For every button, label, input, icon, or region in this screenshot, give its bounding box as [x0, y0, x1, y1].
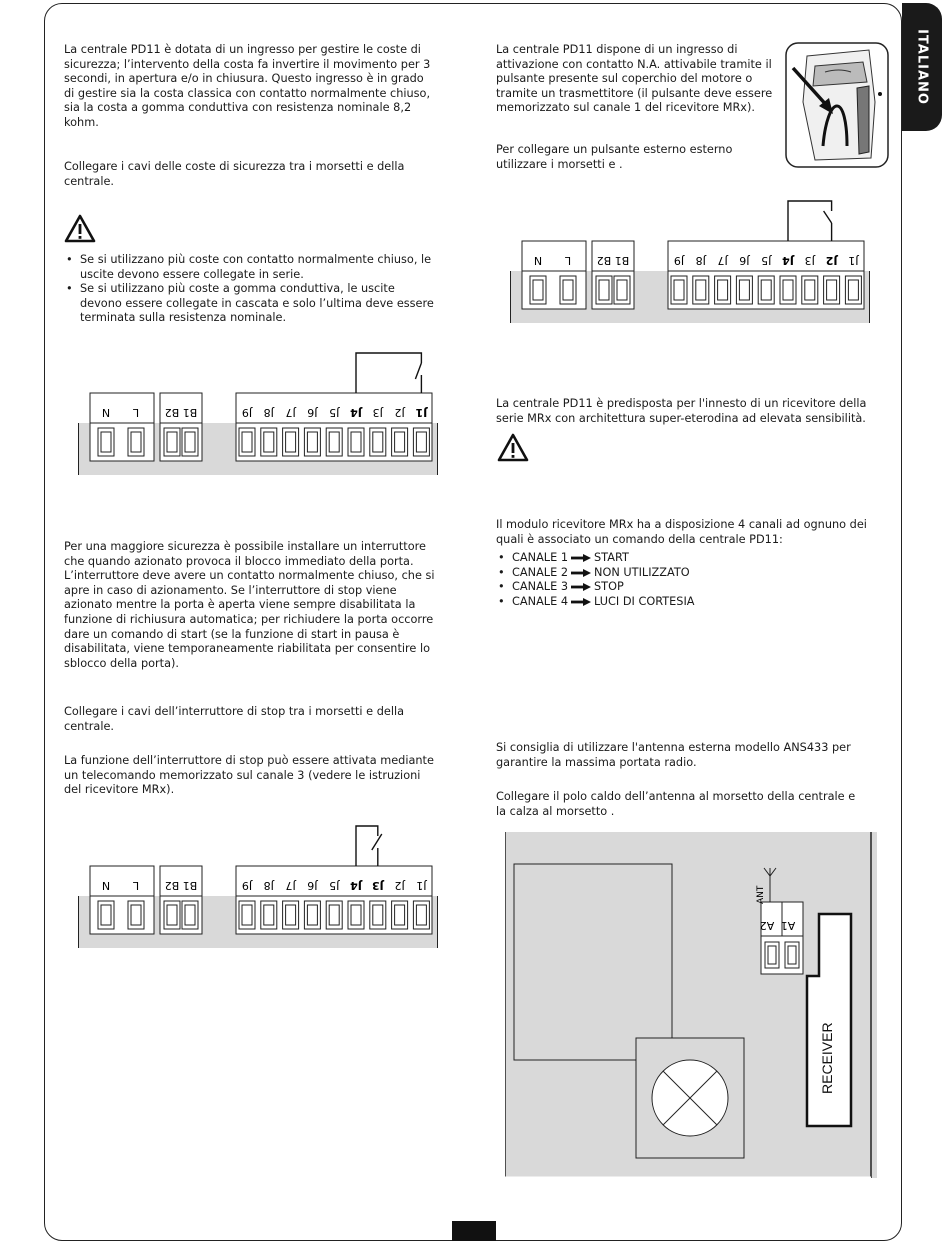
terminal-label: J9 — [241, 879, 253, 892]
terminal-label: J3 — [372, 406, 383, 419]
terminal-label: N — [101, 879, 111, 892]
terminal-label: J3 — [804, 254, 815, 267]
terminal-label: J8 — [263, 406, 274, 419]
edge-connect-text: Collegare i cavi delle coste di sicurezza tra i morsetti e della centrale. — [64, 160, 405, 188]
terminal-label: N — [101, 406, 111, 419]
terminal-label: B1 — [182, 406, 198, 419]
start-intro-text: La centrale PD11 dispone di un ingresso di attivazione con contatto N.A. attivabile tramite il pulsante presente sul coperchio del motore o tramite un trasmettitore (il pulsante deve essere memorizzato sul canale 1 del ricevitore MRx). — [496, 43, 773, 115]
terminal-label: J1 — [416, 879, 427, 892]
start-connect-text: Per collegare un pulsante esterno esterno utilizzare i morsetti e . — [496, 143, 733, 171]
antenna-connect-text: Collegare il polo caldo dell’antenna al morsetto della centrale e la calza al morsetto . — [496, 790, 856, 818]
edge-warnings — [64, 253, 436, 326]
terminal-label: J4 — [350, 406, 362, 419]
page-number-box — [452, 1221, 496, 1241]
channel-command: STOP — [594, 580, 624, 594]
terminal-label: J4 — [782, 254, 794, 267]
receiver-label: RECEIVER — [819, 1022, 835, 1094]
terminal-label: J3 — [371, 879, 384, 892]
language-tab: ITALIANO — [902, 3, 942, 131]
arrow-right-icon — [571, 583, 591, 591]
stop-remote-text: La funzione dell’interruttore di stop può essere attivata mediante un telecomando memorizzato sul canale 3 (vedere le istruzioni del ricevitore MRx). — [64, 754, 434, 797]
terminal-label: L — [132, 879, 140, 892]
warning-icon — [497, 433, 529, 463]
antenna-label: ANT — [756, 885, 766, 904]
terminal-diagram-start — [510, 193, 870, 323]
terminal-label: B1 — [614, 254, 630, 267]
channel-item — [496, 566, 796, 581]
terminal-label: J9 — [673, 254, 685, 267]
channel-command: START — [594, 551, 629, 564]
channel-name: CANALE 3 — [512, 580, 569, 594]
terminal-label: A2 — [759, 919, 775, 932]
terminal-label: J6 — [307, 879, 318, 892]
terminal-diagram-edges — [78, 345, 438, 475]
warning-icon — [64, 214, 96, 244]
terminal-label: L — [564, 254, 572, 267]
channel-name: CANALE 1 — [512, 551, 569, 564]
arrow-right-icon — [571, 569, 591, 577]
terminal-label: J5 — [761, 254, 772, 267]
terminal-label: N — [533, 254, 543, 267]
terminal-label: B2 — [164, 879, 180, 892]
arrow-right-icon — [571, 598, 591, 606]
edge-intro-text: La centrale PD11 è dotata di un ingresso per gestire le coste di sicurezza; l’intervento della costa fa invertire il movimento per 3 secondi, in apertura e/o in chiusura. Questo ingresso è in grado di gestire sia la costa classica con contatto normalmente chiuso, sia la costa a gomma conduttiva con resistenza nominale 8,2 kohm. — [64, 43, 431, 129]
receiver-board-diagram — [505, 832, 877, 1180]
terminal-label: B2 — [596, 254, 612, 267]
terminal-label: L — [132, 406, 140, 419]
channels-intro-text: Il modulo ricevitore MRx ha a disposizione 4 canali ad ognuno dei quali è associato un comando della centrale PD11: — [496, 518, 867, 546]
terminal-label: J8 — [263, 879, 274, 892]
motor-cover-button-image — [785, 42, 889, 168]
terminal-label: J6 — [307, 406, 318, 419]
terminal-label: J5 — [329, 879, 340, 892]
terminal-label: J9 — [241, 406, 253, 419]
arrow-right-icon — [571, 554, 591, 562]
terminal-label: J4 — [350, 879, 362, 892]
terminal-label: J5 — [329, 406, 340, 419]
channel-item — [496, 580, 796, 595]
channel-name: CANALE 4 — [512, 594, 569, 608]
stop-connect-text: Collegare i cavi dell’interruttore di stop tra i morsetti e della centrale. — [64, 705, 405, 733]
channel-name: CANALE 2 — [512, 565, 569, 579]
terminal-label: J1 — [415, 406, 428, 419]
channel-item — [496, 551, 796, 566]
terminal-label: J2 — [825, 254, 838, 267]
terminal-label: J2 — [394, 879, 405, 892]
stop-intro-text: Per una maggiore sicurezza è possibile installare un interruttore che quando azionato provoca il blocco immediato della porta. L’interruttore deve avere un contatto normalmente chiuso, che si apre in caso di azionamento. Se l’interruttore di stop viene azionato mentre la porta è aperta viene sempre disabilitata la funzione di richiusura automatica; per richiudere la porta occorre dare un comando di start (se la funzione di start in pausa è disabilitata, viene temporaneamente riabilitata per consentire lo sblocco della porta). — [64, 540, 435, 670]
terminal-label: A1 — [780, 919, 796, 932]
terminal-label: J1 — [848, 254, 859, 267]
receiver-intro-text: La centrale PD11 è predisposta per l'innesto di un ricevitore della serie MRx con architettura super-eterodina ad elevata sensibilità. — [496, 397, 867, 425]
channel-list — [496, 551, 796, 609]
terminal-label: B1 — [182, 879, 198, 892]
terminal-diagram-stop — [78, 818, 438, 948]
terminal-label: J7 — [285, 406, 296, 419]
antenna-intro-text: Si consiglia di utilizzare l'antenna esterna modello ANS433 per garantire la massima portata radio. — [496, 741, 851, 769]
list-item: • Se si utilizzano più coste con contatto normalmente chiuso, le uscite devono essere collegate in serie. — [64, 253, 436, 282]
terminal-label: B2 — [164, 406, 180, 419]
terminal-label: J8 — [695, 254, 706, 267]
list-item: • Se si utilizzano più coste a gomma conduttiva, le uscite devono essere collegate in cascata e solo l’ultima deve essere terminata sulla resistenza nominale. — [64, 282, 436, 326]
terminal-label: J7 — [717, 254, 728, 267]
terminal-label: J2 — [394, 406, 405, 419]
terminal-label: J6 — [739, 254, 750, 267]
channel-command: NON UTILIZZATO — [594, 565, 690, 579]
terminal-label: J7 — [285, 879, 296, 892]
channel-command: LUCI DI CORTESIA — [594, 594, 695, 608]
channel-item — [496, 595, 796, 610]
